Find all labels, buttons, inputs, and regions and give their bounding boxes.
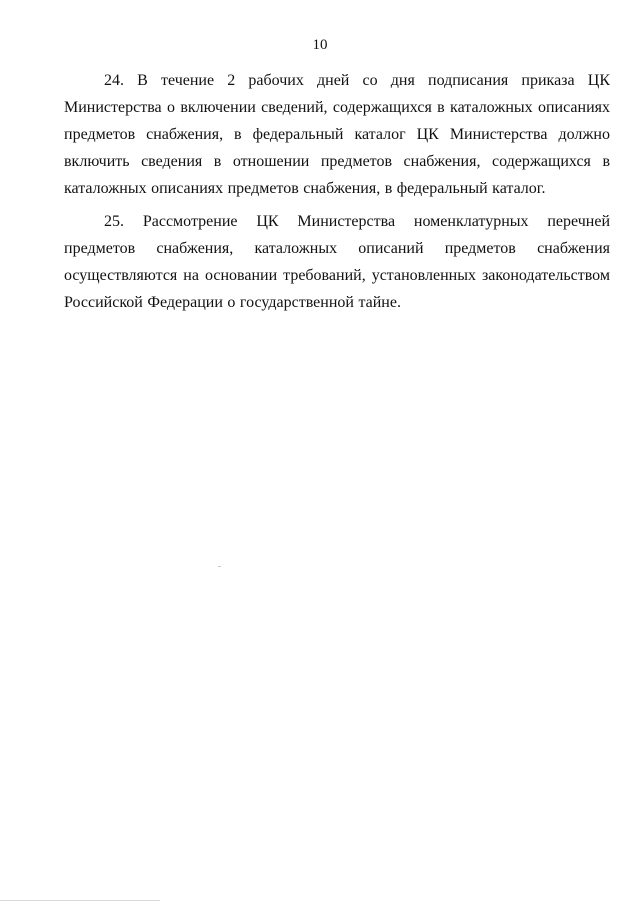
document-body [64,67,610,322]
page-number: 10 [312,37,328,53]
scan-artifact [218,566,221,567]
paragraph-25: 25. Рассмотрение ЦК Министерства номенклатурных перечней предметов снабжения, каталожных описаний предметов снабжения осуществляются на основании требований, установленных законодательством Российской Федерации о государственной тайне. [64,213,610,311]
paragraph-24: 24. В течение 2 рабочих дней со дня подписания приказа ЦК Министерства о включении сведений, содержащихся в каталожных описаниях предметов снабжения, в федеральный каталог ЦК Министерства должно включить сведения в отношении предметов снабжения, содержащихся в каталожных описаниях предметов снабжения, в федеральный каталог. [64,72,610,197]
scan-artifact [0,900,160,901]
